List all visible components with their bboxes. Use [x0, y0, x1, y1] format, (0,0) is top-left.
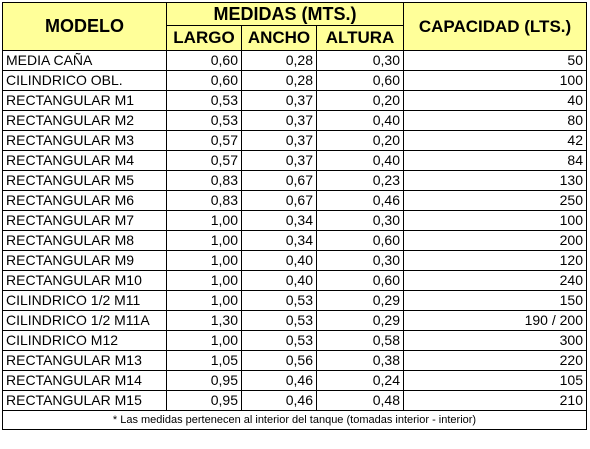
cell-ancho: 0,53 [242, 331, 317, 351]
cell-altura: 0,60 [317, 271, 404, 291]
cell-modelo: RECTANGULAR M13 [3, 351, 167, 371]
cell-capacidad: 100 [404, 211, 587, 231]
cell-ancho: 0,34 [242, 211, 317, 231]
cell-capacidad: 42 [404, 131, 587, 151]
table-row [3, 91, 587, 111]
cell-modelo: RECTANGULAR M10 [3, 271, 167, 291]
cell-largo: 1,05 [167, 351, 242, 371]
cell-ancho: 0,46 [242, 371, 317, 391]
cell-altura: 0,40 [317, 151, 404, 171]
cell-capacidad: 240 [404, 271, 587, 291]
cell-modelo: RECTANGULAR M2 [3, 111, 167, 131]
cell-largo: 0,95 [167, 371, 242, 391]
cell-modelo: CILINDRICO OBL. [3, 71, 167, 91]
table-row [3, 271, 587, 291]
header-capacidad: CAPACIDAD (LTS.) [404, 3, 587, 51]
tank-table-container [2, 2, 587, 430]
cell-altura: 0,30 [317, 211, 404, 231]
cell-largo: 0,53 [167, 91, 242, 111]
cell-altura: 0,29 [317, 311, 404, 331]
cell-ancho: 0,37 [242, 111, 317, 131]
table-row [3, 131, 587, 151]
cell-modelo: CILINDRICO M12 [3, 331, 167, 351]
cell-ancho: 0,34 [242, 231, 317, 251]
cell-largo: 1,30 [167, 311, 242, 331]
cell-modelo: RECTANGULAR M9 [3, 251, 167, 271]
cell-capacidad: 300 [404, 331, 587, 351]
table-row [3, 51, 587, 71]
cell-largo: 0,60 [167, 71, 242, 91]
cell-modelo: RECTANGULAR M15 [3, 391, 167, 411]
cell-largo: 1,00 [167, 251, 242, 271]
tank-table [2, 2, 587, 430]
table-row [3, 151, 587, 171]
table-row [3, 211, 587, 231]
cell-capacidad: 190 / 200 [404, 311, 587, 331]
cell-capacidad: 84 [404, 151, 587, 171]
cell-capacidad: 150 [404, 291, 587, 311]
cell-capacidad: 120 [404, 251, 587, 271]
cell-modelo: MEDIA CAÑA [3, 51, 167, 71]
cell-ancho: 0,40 [242, 251, 317, 271]
cell-altura: 0,30 [317, 51, 404, 71]
cell-modelo: RECTANGULAR M5 [3, 171, 167, 191]
table-row [3, 371, 587, 391]
footnote: * Las medidas pertenecen al interior del tanque (tomadas interior - interior) [3, 411, 587, 430]
cell-capacidad: 100 [404, 71, 587, 91]
table-row [3, 231, 587, 251]
cell-modelo: RECTANGULAR M8 [3, 231, 167, 251]
cell-altura: 0,60 [317, 231, 404, 251]
header-medidas: MEDIDAS (MTS.) [167, 3, 404, 26]
cell-altura: 0,29 [317, 291, 404, 311]
table-row [3, 171, 587, 191]
cell-ancho: 0,56 [242, 351, 317, 371]
table-row [3, 331, 587, 351]
cell-largo: 0,95 [167, 391, 242, 411]
cell-ancho: 0,53 [242, 291, 317, 311]
cell-largo: 1,00 [167, 211, 242, 231]
table-row [3, 311, 587, 331]
cell-ancho: 0,28 [242, 51, 317, 71]
cell-altura: 0,24 [317, 371, 404, 391]
table-row [3, 291, 587, 311]
cell-ancho: 0,40 [242, 271, 317, 291]
cell-altura: 0,20 [317, 131, 404, 151]
cell-ancho: 0,37 [242, 151, 317, 171]
cell-altura: 0,30 [317, 251, 404, 271]
cell-modelo: CILINDRICO 1/2 M11A [3, 311, 167, 331]
cell-largo: 0,53 [167, 111, 242, 131]
cell-largo: 0,83 [167, 171, 242, 191]
header-ancho: ANCHO [242, 26, 317, 51]
header-modelo: MODELO [3, 3, 167, 51]
cell-largo: 0,60 [167, 51, 242, 71]
cell-ancho: 0,37 [242, 131, 317, 151]
table-row [3, 391, 587, 411]
cell-altura: 0,20 [317, 91, 404, 111]
cell-largo: 0,83 [167, 191, 242, 211]
cell-ancho: 0,67 [242, 191, 317, 211]
cell-ancho: 0,28 [242, 71, 317, 91]
cell-altura: 0,48 [317, 391, 404, 411]
cell-altura: 0,46 [317, 191, 404, 211]
cell-ancho: 0,37 [242, 91, 317, 111]
cell-modelo: RECTANGULAR M3 [3, 131, 167, 151]
cell-capacidad: 130 [404, 171, 587, 191]
cell-capacidad: 200 [404, 231, 587, 251]
cell-modelo: CILINDRICO 1/2 M11 [3, 291, 167, 311]
cell-modelo: RECTANGULAR M7 [3, 211, 167, 231]
cell-capacidad: 210 [404, 391, 587, 411]
cell-ancho: 0,46 [242, 391, 317, 411]
cell-largo: 1,00 [167, 291, 242, 311]
cell-largo: 0,57 [167, 131, 242, 151]
cell-largo: 1,00 [167, 331, 242, 351]
cell-capacidad: 220 [404, 351, 587, 371]
cell-modelo: RECTANGULAR M1 [3, 91, 167, 111]
cell-altura: 0,58 [317, 331, 404, 351]
cell-altura: 0,60 [317, 71, 404, 91]
table-row [3, 191, 587, 211]
cell-ancho: 0,67 [242, 171, 317, 191]
table-row [3, 351, 587, 371]
cell-largo: 0,57 [167, 151, 242, 171]
cell-capacidad: 105 [404, 371, 587, 391]
cell-capacidad: 40 [404, 91, 587, 111]
table-body [3, 51, 587, 411]
cell-capacidad: 80 [404, 111, 587, 131]
table-row [3, 71, 587, 91]
table-row [3, 111, 587, 131]
table-row [3, 251, 587, 271]
cell-modelo: RECTANGULAR M14 [3, 371, 167, 391]
cell-largo: 1,00 [167, 231, 242, 251]
cell-modelo: RECTANGULAR M6 [3, 191, 167, 211]
cell-capacidad: 50 [404, 51, 587, 71]
cell-altura: 0,40 [317, 111, 404, 131]
cell-altura: 0,38 [317, 351, 404, 371]
cell-modelo: RECTANGULAR M4 [3, 151, 167, 171]
cell-altura: 0,23 [317, 171, 404, 191]
cell-capacidad: 250 [404, 191, 587, 211]
cell-largo: 1,00 [167, 271, 242, 291]
header-largo: LARGO [167, 26, 242, 51]
header-altura: ALTURA [317, 26, 404, 51]
cell-ancho: 0,53 [242, 311, 317, 331]
